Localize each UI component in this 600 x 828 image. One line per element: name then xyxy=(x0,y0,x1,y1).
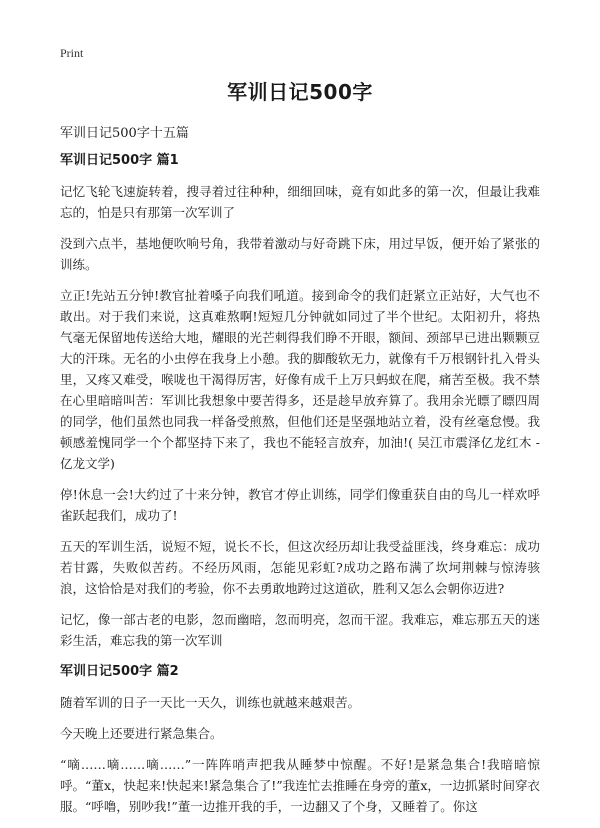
paragraph: 停!休息一会!大约过了十来分钟，教官才停止训练，同学们像重获自由的鸟儿一样欢呼雀跃起我们，成功了! xyxy=(60,487,540,523)
paragraph: 今天晚上还要进行紧急集合。 xyxy=(60,726,223,741)
print-label: Print xyxy=(60,46,84,60)
paragraph: “嘀……嘀……嘀……”一阵阵哨声把我从睡梦中惊醒。不好!是紧急集合!我暗暗惊呼。“董x，快起来!快起来!紧急集合了!”我连忙去推睡在身旁的董x，一边抓紧时间穿衣服。“呼噜，别吵我!”董一边推开我的手，一边翻又了个身，又睡着了。你这 xyxy=(60,757,540,814)
paragraph: 没到六点半，基地便吹响号角，我带着激动与好奇跳下床，用过早饭，便开始了紧张的训练。 xyxy=(60,236,540,272)
paragraph: 五天的军训生活，说短不短，说长不长，但这次经历却让我受益匪浅，终身难忘：成功若甘露，失败似苦药。不经历风雨，怎能见彩虹?成功之路布满了坎坷荆棘与惊涛骇浪，这恰恰是对我们的考验，你不去勇敢地跨过这道砍，胜利又怎么会朝你迈进? xyxy=(60,539,540,596)
paragraph: 随着军训的日子一天比一天久，训练也就越来越艰苦。 xyxy=(60,695,361,710)
page-subtitle: 军训日记500字十五篇 xyxy=(60,126,189,141)
article-section-1 xyxy=(60,150,540,651)
article-section-2 xyxy=(60,661,540,817)
article-content xyxy=(60,150,540,827)
paragraph: 立正!先站五分钟!教官扯着嗓子向我们吼道。接到命令的我们赶紧立正站好，大气也不敢出。对于我们来说，这真难熬啊!短短几分钟就如同过了半个世纪。太阳初升，将热气毫无保留地传送给大地，耀眼的光芒刺得我们睁不开眼，额间、颈部早已进出颗颗豆大的汗珠。无名的小虫停在我身上小憩。我的脚酸软无力，就像有千万根钢针扎入骨头里，又疼又难受，喉咙也干渴得厉害，好像有成千上万只蚂蚁在爬，痛苦至极。我不禁在心里暗暗叫苦：军训比我想象中要苦得多，还是趁早放弃算了。我用余光瞟了瞟四周的同学，他们虽然也同我一样备受煎熬，但他们还是坚强地站立着，没有丝毫怠慢。我顿感羞愧同学一个个都坚持下来了，我也不能轻言放弃，加油!( 吴江市震泽亿龙红木 - 亿龙文学) xyxy=(60,288,540,471)
paragraph: 记忆，像一部古老的电影，忽而幽暗，忽而明亮，忽而干涩。我难忘，难忘那五天的迷彩生活，难忘我的第一次军训 xyxy=(60,612,540,648)
paragraph: 记忆飞轮飞速旋转着，搜寻着过往种种，细细回味，竟有如此多的第一次，但最让我难忘的，怕是只有那第一次军训了 xyxy=(60,184,540,220)
section-heading: 军训日记500字 篇1 xyxy=(60,153,179,168)
page-title: 军训日记500字 xyxy=(227,80,373,104)
section-heading: 军训日记500字 篇2 xyxy=(60,664,179,679)
